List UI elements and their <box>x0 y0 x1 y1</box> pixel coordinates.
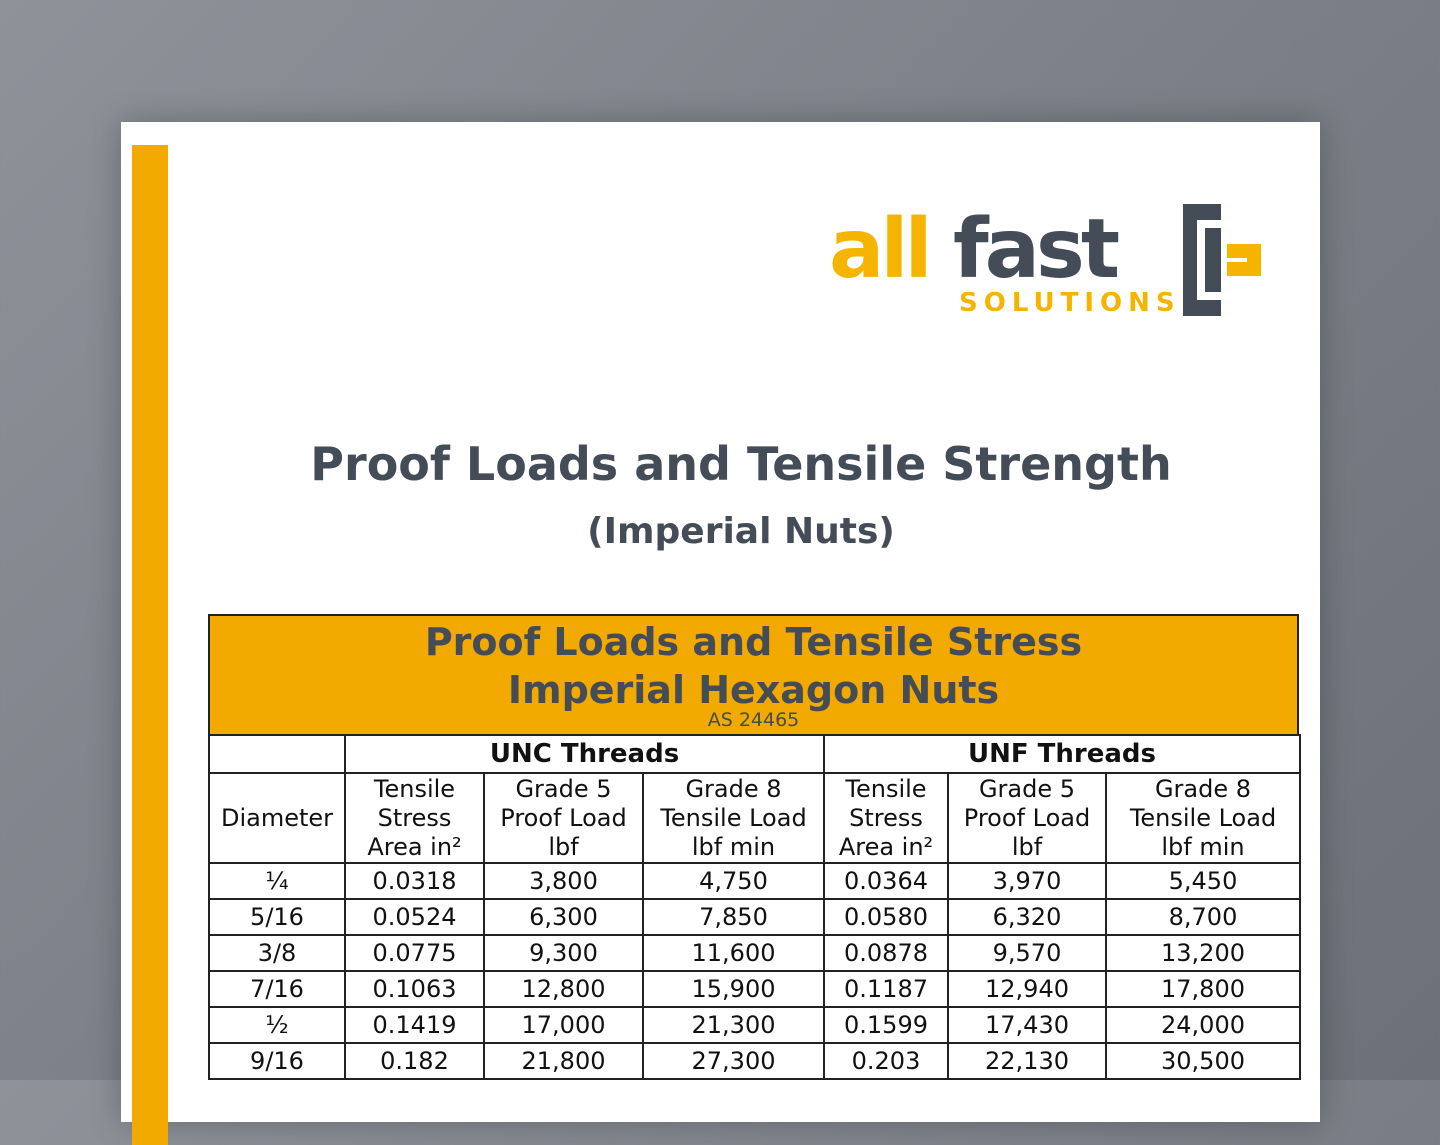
value-cell: 0.0775 <box>345 935 484 971</box>
table-title-line-1: Proof Loads and Tensile Stress <box>424 620 1083 664</box>
column-header-line: Grade 8 <box>685 774 782 803</box>
value-cell: 6,320 <box>948 899 1106 935</box>
column-header-0 <box>209 773 345 863</box>
value-cell: 9,570 <box>948 935 1106 971</box>
column-header-line: lbf min <box>691 832 776 861</box>
value-cell: 17,430 <box>948 1007 1106 1043</box>
document-page <box>121 122 1320 1122</box>
column-header-line: Tensile Load <box>660 803 807 832</box>
value-cell: 15,900 <box>643 971 824 1007</box>
value-cell: 0.1063 <box>345 971 484 1007</box>
diameter-cell: 7/16 <box>209 971 345 1007</box>
group-unf-threads: UNF Threads <box>824 735 1300 773</box>
group-spacer-cell <box>209 735 345 773</box>
table-row <box>209 935 1300 971</box>
value-cell: 4,750 <box>643 863 824 899</box>
value-cell: 0.203 <box>824 1043 948 1079</box>
diameter-cell: ¼ <box>209 863 345 899</box>
value-cell: 0.1419 <box>345 1007 484 1043</box>
data-table <box>208 734 1301 1080</box>
column-header-line: lbf min <box>1161 832 1245 861</box>
table-row <box>209 899 1300 935</box>
column-header-1 <box>345 773 484 863</box>
column-header-line: Proof Load <box>500 803 627 832</box>
group-header-row <box>209 735 1300 773</box>
value-cell: 17,800 <box>1106 971 1300 1007</box>
diameter-cell: 5/16 <box>209 899 345 935</box>
value-cell: 0.0580 <box>824 899 948 935</box>
company-logo <box>829 198 1269 328</box>
accent-bar <box>132 145 168 1145</box>
value-cell: 8,700 <box>1106 899 1300 935</box>
table-row <box>209 1007 1300 1043</box>
value-cell: 12,940 <box>948 971 1106 1007</box>
column-header-4 <box>824 773 948 863</box>
value-cell: 0.0318 <box>345 863 484 899</box>
value-cell: 6,300 <box>484 899 643 935</box>
column-header-line: Grade 5 <box>515 774 612 803</box>
value-cell: 0.0524 <box>345 899 484 935</box>
logo-word-fast: fast <box>953 202 1117 297</box>
column-header-5 <box>948 773 1106 863</box>
value-cell: 12,800 <box>484 971 643 1007</box>
proof-load-table <box>208 614 1299 1080</box>
table-banner <box>208 614 1299 734</box>
column-header-line: Diameter <box>220 803 334 832</box>
table-row <box>209 863 1300 899</box>
value-cell: 21,300 <box>643 1007 824 1043</box>
logo-word-all: all <box>829 202 929 297</box>
document-title: Proof Loads and Tensile Strength <box>310 437 1172 491</box>
diameter-cell: 3/8 <box>209 935 345 971</box>
value-cell: 3,800 <box>484 863 643 899</box>
column-header-row <box>209 773 1300 863</box>
value-cell: 7,850 <box>643 899 824 935</box>
column-header-2 <box>484 773 643 863</box>
value-cell: 24,000 <box>1106 1007 1300 1043</box>
column-header-line: Stress <box>849 803 923 832</box>
column-header-line: Proof Load <box>963 803 1091 832</box>
standard-reference: AS 24465 <box>707 709 800 731</box>
value-cell: 27,300 <box>643 1043 824 1079</box>
value-cell: 30,500 <box>1106 1043 1300 1079</box>
column-header-line: Tensile <box>373 774 456 803</box>
value-cell: 21,800 <box>484 1043 643 1079</box>
table-title-line-2: Imperial Hexagon Nuts <box>507 668 1000 712</box>
value-cell: 0.1187 <box>824 971 948 1007</box>
column-header-line: lbf <box>548 832 579 861</box>
value-cell: 0.0878 <box>824 935 948 971</box>
column-header-line: Area in² <box>838 832 934 861</box>
value-cell: 17,000 <box>484 1007 643 1043</box>
diameter-cell: 9/16 <box>209 1043 345 1079</box>
value-cell: 0.182 <box>345 1043 484 1079</box>
document-subtitle: (Imperial Nuts) <box>587 511 895 552</box>
column-header-6 <box>1106 773 1300 863</box>
column-header-3 <box>643 773 824 863</box>
value-cell: 11,600 <box>643 935 824 971</box>
group-unc-threads: UNC Threads <box>345 735 824 773</box>
column-header-line: Area in² <box>367 832 462 861</box>
value-cell: 9,300 <box>484 935 643 971</box>
table-row <box>209 1043 1300 1079</box>
value-cell: 0.0364 <box>824 863 948 899</box>
column-header-line: Tensile Load <box>1129 803 1277 832</box>
value-cell: 13,200 <box>1106 935 1300 971</box>
value-cell: 0.1599 <box>824 1007 948 1043</box>
column-header-line: lbf <box>1011 832 1043 861</box>
column-header-line: Grade 5 <box>978 774 1076 803</box>
column-header-line: Tensile <box>845 774 927 803</box>
logo-tagline: SOLUTIONS <box>959 288 1181 318</box>
column-header-line: Grade 8 <box>1154 774 1252 803</box>
value-cell: 22,130 <box>948 1043 1106 1079</box>
diameter-cell: ½ <box>209 1007 345 1043</box>
interlocking-bracket-icon <box>1181 202 1263 318</box>
column-header-line: Stress <box>377 803 452 832</box>
value-cell: 3,970 <box>948 863 1106 899</box>
value-cell: 5,450 <box>1106 863 1300 899</box>
table-row <box>209 971 1300 1007</box>
